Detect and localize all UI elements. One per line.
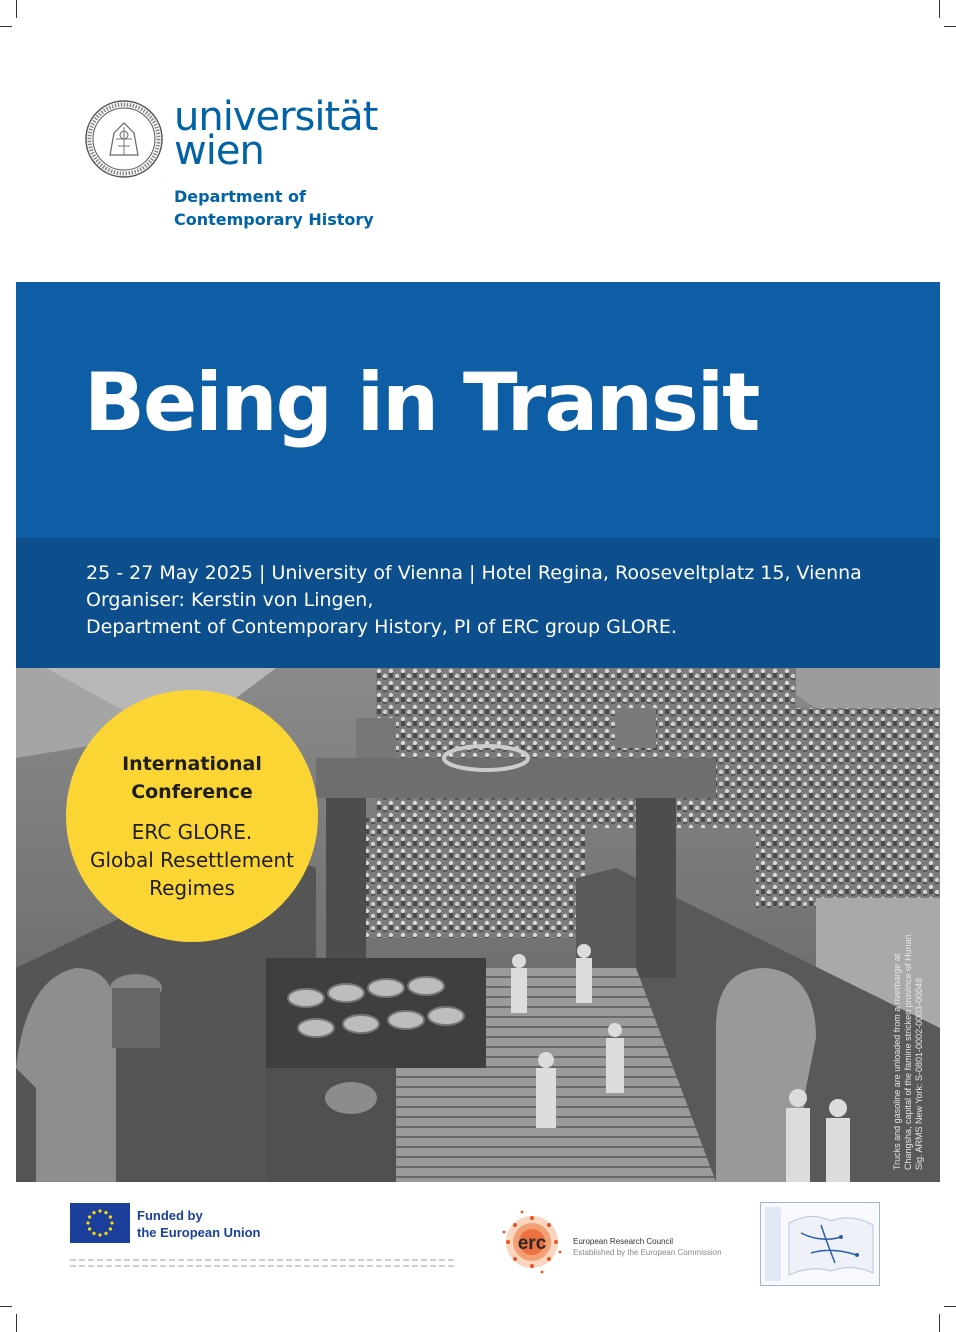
event-info xyxy=(86,560,862,641)
conference-project-line3: Regimes xyxy=(149,876,235,900)
photo-caption-line1: Trucks and gasoline are unloaded from a riverbarge at xyxy=(892,953,902,1170)
university-seal-icon xyxy=(84,99,164,179)
eu-funding-line2: the European Union xyxy=(137,1225,261,1240)
title-banner xyxy=(16,282,940,538)
crop-mark xyxy=(0,26,12,27)
disclaimer-line xyxy=(70,1265,455,1267)
erc-logo-icon xyxy=(496,1206,568,1278)
event-date-location: 25 - 27 May 2025 | University of Vienna | Hotel Regina, Rooseveltplatz 15, Vienna xyxy=(86,562,862,584)
department-name xyxy=(174,185,374,231)
crop-mark xyxy=(0,1306,12,1307)
eu-funding-line1: Funded by xyxy=(137,1208,203,1223)
university-name-line2: wien xyxy=(174,128,264,174)
erc-mark: erc xyxy=(517,1233,547,1254)
conference-project xyxy=(66,818,318,902)
conference-project-line2: Global Resettlement xyxy=(89,848,295,872)
event-organiser-affiliation: Department of Contemporary History, PI of ERC group GLORE. xyxy=(86,616,677,638)
crop-mark xyxy=(16,0,17,18)
university-name xyxy=(174,94,378,174)
erc-name: European Research Council xyxy=(573,1237,674,1246)
conference-type-line2: Conference xyxy=(131,781,253,803)
photo-caption xyxy=(892,750,925,1170)
conference-project-line1: ERC GLORE. xyxy=(131,820,253,844)
eu-flag-icon xyxy=(70,1203,130,1243)
department-line2: Contemporary History xyxy=(174,210,374,229)
conference-type xyxy=(66,750,318,806)
crop-mark xyxy=(939,1314,940,1332)
conference-badge xyxy=(66,690,318,942)
crop-mark xyxy=(944,26,956,27)
university-name-line1: universität xyxy=(174,94,378,140)
crop-mark xyxy=(939,0,940,18)
erc-subtitle: Established by the European Commission xyxy=(573,1248,722,1257)
eu-funding-text xyxy=(137,1207,261,1241)
eu-disclaimer xyxy=(70,1255,455,1279)
glore-project-logo xyxy=(760,1202,880,1286)
crop-mark xyxy=(16,1314,17,1332)
conference-type-line1: International xyxy=(122,753,262,775)
disclaimer-line xyxy=(70,1259,455,1261)
glore-map-icon xyxy=(761,1203,879,1285)
department-line1: Department of xyxy=(174,187,307,206)
crop-mark xyxy=(944,1306,956,1307)
event-info-bar xyxy=(16,538,940,668)
erc-text xyxy=(573,1236,722,1258)
photo-caption-line3: Sig. ARMS New York: S-0801-0002-0003-00048 xyxy=(914,977,924,1170)
photo-caption-line2: Changsha, capital of the famine stricken province of Hunan. xyxy=(903,931,913,1170)
event-organiser: Organiser: Kerstin von Lingen, xyxy=(86,589,374,611)
event-title: Being in Transit xyxy=(84,356,759,449)
